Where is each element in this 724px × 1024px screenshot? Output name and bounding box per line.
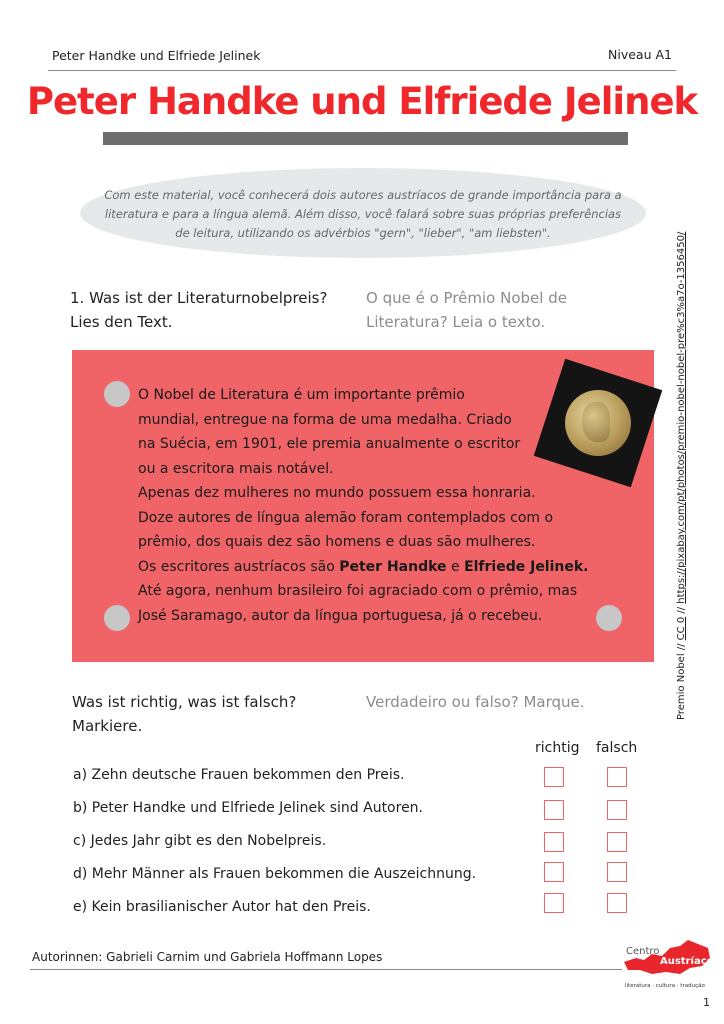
title-underline-bar bbox=[103, 132, 628, 145]
statement-c: c) Jedes Jahr gibt es den Nobelpreis. bbox=[73, 833, 327, 849]
statement-a: a) Zehn deutsche Frauen bekommen den Preis. bbox=[73, 767, 405, 783]
checkbox-falsch-d[interactable] bbox=[607, 862, 627, 882]
checkbox-richtig-c[interactable] bbox=[544, 832, 564, 852]
text-span: e bbox=[446, 558, 465, 575]
statement-b: b) Peter Handke und Elfriede Jelinek sind Autoren. bbox=[73, 800, 424, 816]
text-line: prêmio, dos quais dez são homens e duas são mulheres. bbox=[138, 534, 536, 550]
column-header-falsch: falsch bbox=[596, 740, 638, 756]
footer-divider bbox=[30, 969, 622, 970]
author-name-handke: Peter Handke bbox=[339, 558, 447, 575]
column-header-richtig: richtig bbox=[535, 740, 580, 756]
checkbox-richtig-a[interactable] bbox=[544, 767, 564, 787]
credit-prefix: Premio Nobel // bbox=[676, 640, 687, 720]
header-title: Peter Handke und Elfriede Jelinek bbox=[52, 48, 261, 63]
text-line: Doze autores de língua alemão foram contemplados com o bbox=[138, 509, 554, 526]
page-number: 1 bbox=[703, 996, 710, 1009]
question1-german: 1. Was ist der Literaturnobelpreis? Lies den Text. bbox=[70, 289, 328, 331]
text-line: ou a escritora mais notável. bbox=[138, 460, 334, 477]
text-span: Os escritores austríacos são bbox=[138, 558, 340, 575]
credit-license-link[interactable]: CC 0 bbox=[676, 616, 687, 641]
credit-url-link[interactable]: https://pixabay.com/pt/photos/premio-nobel-nobel-pre%c3%a7o-1356450/ bbox=[676, 231, 687, 604]
question2-portuguese: Verdadeiro ou falso? Marque. bbox=[366, 693, 585, 711]
checkbox-richtig-e[interactable] bbox=[544, 893, 564, 913]
text-line: O Nobel de Literatura é um importante prêmio bbox=[138, 387, 465, 403]
page-title: Peter Handke und Elfriede Jelinek bbox=[26, 80, 698, 123]
checkbox-falsch-c[interactable] bbox=[607, 832, 627, 852]
checkbox-richtig-b[interactable] bbox=[544, 800, 564, 820]
nobel-reading-text bbox=[138, 383, 608, 628]
checkbox-richtig-d[interactable] bbox=[544, 862, 564, 882]
intro-text: Com este material, você conhecerá dois autores austríacos de grande importância para a literatura e para a língua alemã. Além disso, você falará sobre suas próprias preferências de leitura, utilizando os advérbios "gern", "lieber", "am liebsten". bbox=[104, 188, 622, 240]
logo-austriaco-text: Austríaco bbox=[660, 956, 714, 967]
checkbox-falsch-a[interactable] bbox=[607, 767, 627, 787]
checkbox-falsch-b[interactable] bbox=[607, 800, 627, 820]
text-line: Apenas dez mulheres no mundo possuem essa honraria. bbox=[138, 485, 536, 501]
text-line: José Saramago, autor da língua portuguesa, já o recebeu. bbox=[138, 607, 543, 624]
text-line bbox=[138, 555, 608, 580]
author-name-jelinek: Elfriede Jelinek. bbox=[464, 558, 589, 575]
text-line: na Suécia, em 1901, ele premia anualmente o escritor bbox=[138, 436, 521, 452]
checkbox-falsch-e[interactable] bbox=[607, 893, 627, 913]
header-level: Niveau A1 bbox=[608, 47, 672, 62]
statement-e: e) Kein brasilianischer Autor hat den Preis. bbox=[73, 899, 371, 915]
statement-d: d) Mehr Männer als Frauen bekommen die Auszeichnung. bbox=[73, 866, 477, 882]
question2-german: Was ist richtig, was ist falsch? Markiere. bbox=[72, 693, 297, 735]
decorative-dot bbox=[104, 381, 130, 407]
decorative-dot bbox=[104, 605, 130, 631]
logo-centro-text: Centro bbox=[626, 946, 660, 957]
credit-separator: // bbox=[676, 603, 687, 617]
footer-authors: Autorinnen: Gabrieli Carnim und Gabriela Hoffmann Lopes bbox=[32, 950, 383, 964]
question1-portuguese: O que é o Prêmio Nobel de Literatura? Leia o texto. bbox=[366, 289, 567, 331]
logo-tagline: literatura · cultura · tradução bbox=[625, 983, 705, 989]
text-line: mundial, entregue na forma de uma medalha. Criado bbox=[138, 411, 512, 428]
text-line: Até agora, nenhum brasileiro foi agraciado com o prêmio, mas bbox=[138, 583, 578, 599]
image-credit bbox=[676, 231, 692, 720]
header-divider bbox=[48, 70, 676, 71]
